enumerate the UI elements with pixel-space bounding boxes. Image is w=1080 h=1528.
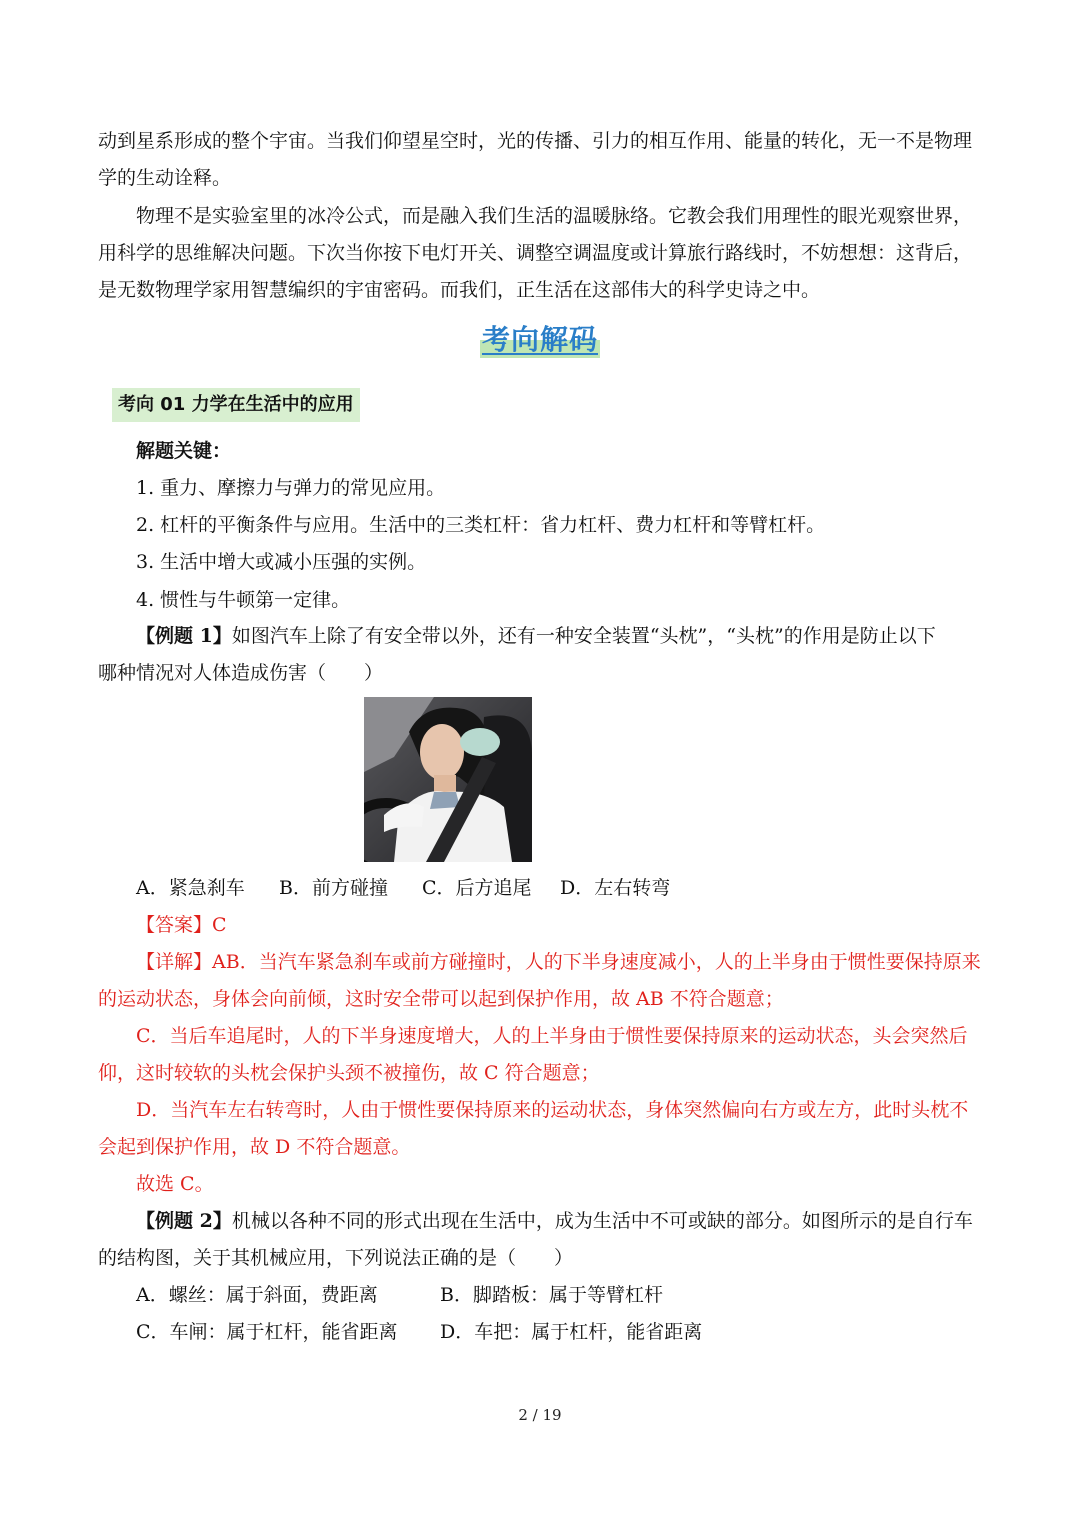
example1-detail-line3: C．当后车追尾时，人的下半身速度增大，人的上半身由于惯性要保持原来的运动状态，头会突然后 [136,1025,968,1047]
key-item: 3. 生活中增大或减小压强的实例。 [136,551,427,573]
section-title [0,318,1080,358]
example1-question-text: 如图汽车上除了有安全带以外，还有一种安全装置“头枕”，“头枕”的作用是防止以下 [231,625,936,647]
detail-text: AB．当汽车紧急刹车或前方碰撞时，人的下半身速度减小，人的上半身由于惯性要保持原来 [212,951,981,973]
example1-option-d: D．左右转弯 [560,877,671,899]
key-item: 1. 重力、摩擦力与弹力的常见应用。 [136,477,446,499]
section-title-text: 考向解码 [480,318,600,358]
example2-question-line2: 的结构图，关于其机械应用，下列说法正确的是（ ） [98,1247,574,1269]
detail-tag: 【详解】 [136,951,213,973]
answer-tag: 【答案】 [136,914,213,936]
example1-detail-line2: 的运动状态，身体会向前倾，这时安全带可以起到保护作用，故 AB 不符合题意； [98,988,784,1010]
example1-question-line1 [136,623,936,649]
example2-option-a: A．螺丝：属于斜面，费距离 [136,1284,378,1306]
example2-question-text: 机械以各种不同的形式出现在生活中，成为生活中不可或缺的部分。如图所示的是自行车 [231,1210,973,1232]
intro-line-4: 用科学的思维解决问题。下次当你按下电灯开关、调整空调温度或计算旅行路线时，不妨想想：这背后， [98,242,973,264]
example2-question-line1 [136,1208,973,1234]
example1-detail-line5: D．当汽车左右转弯时，人由于惯性要保持原来的运动状态，身体突然偏向右方或左方，此时头枕不 [136,1099,969,1121]
example2-option-b: B．脚踏板：属于等臂杠杆 [440,1284,663,1306]
topic-heading: 考向 01 力学在生活中的应用 [112,388,360,422]
example1-answer [136,912,227,938]
intro-line-2: 学的生动诠释。 [98,167,232,189]
answer-value: C [212,914,227,936]
example1-question-line2: 哪种情况对人体造成伤害（ ） [98,662,384,684]
example1-detail-line6: 会起到保护作用，故 D 不符合题意。 [98,1136,411,1158]
example2-tag: 【例题 2】 [136,1210,232,1232]
page-number: 2 / 19 [518,1406,562,1424]
example2-option-c: C．车闸：属于杠杆，能省距离 [136,1321,398,1343]
example1-option-c: C．后方追尾 [422,877,532,899]
key-item: 2. 杠杆的平衡条件与应用。生活中的三类杠杆：省力杠杆、费力杠杆和等臂杠杆。 [136,514,826,536]
example1-option-a: A．紧急刹车 [136,877,245,899]
key-item: 4. 惯性与牛顿第一定律。 [136,589,351,611]
intro-line-1: 动到星系形成的整个宇宙。当我们仰望星空时，光的传播、引力的相互作用、能量的转化，无一不是物理 [98,130,973,152]
key-title: 解题关键： [136,440,232,462]
car-headrest-photo [364,697,532,862]
example2-option-d: D．车把：属于杠杆，能省距离 [440,1321,703,1343]
example1-detail-line1 [136,949,981,975]
example1-tag: 【例题 1】 [136,625,232,647]
intro-line-5: 是无数物理学家用智慧编织的宇宙密码。而我们，正生活在这部伟大的科学史诗之中。 [98,279,821,301]
example1-option-b: B．前方碰撞 [279,877,388,899]
intro-line-3: 物理不是实验室里的冰冷公式，而是融入我们生活的温暖脉络。它教会我们用理性的眼光观察世界， [136,205,973,227]
example1-detail-line4: 仰，这时较软的头枕会保护头颈不被撞伤，故 C 符合题意； [98,1062,600,1084]
example1-conclusion: 故选 C。 [136,1173,214,1195]
